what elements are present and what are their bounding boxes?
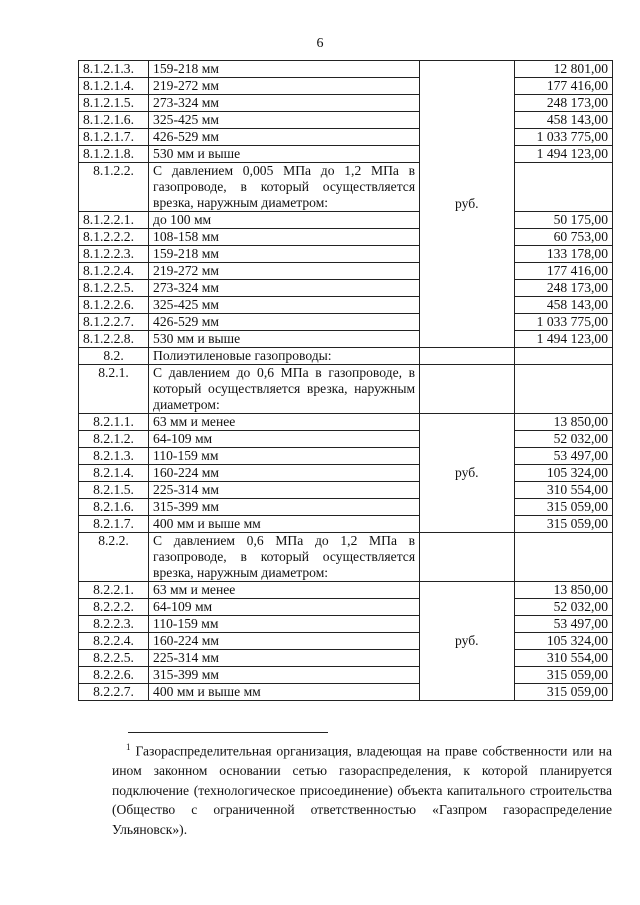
item-price-empty: [514, 365, 613, 414]
section-code: 8.2.1.: [79, 365, 149, 414]
table-row: [79, 499, 613, 516]
item-price: 60 753,00: [514, 229, 613, 246]
item-description: 400 мм и выше мм: [149, 516, 420, 533]
footnote-separator: [128, 732, 328, 733]
table-section-row: [79, 348, 613, 365]
section-description: С давлением до 0,6 МПа в газопроводе, в который осуществляется врезка, наружным диаметром:: [149, 365, 420, 414]
table-row: [79, 297, 613, 314]
unit-cell: руб.: [420, 582, 514, 701]
item-price: 248 173,00: [514, 280, 613, 297]
item-price: 458 143,00: [514, 297, 613, 314]
item-price: 53 497,00: [514, 616, 613, 633]
table-row: [79, 246, 613, 263]
item-price: 52 032,00: [514, 599, 613, 616]
item-code: 8.2.1.3.: [79, 448, 149, 465]
table-row: [79, 616, 613, 633]
unit-cell-empty: [420, 365, 514, 414]
item-description: 110-159 мм: [149, 448, 420, 465]
table-row: [79, 482, 613, 499]
item-description: 426-529 мм: [149, 129, 420, 146]
section-code: 8.1.2.2.: [79, 163, 149, 212]
item-description: 63 мм и менее: [149, 582, 420, 599]
unit-cell-empty: [420, 348, 514, 365]
item-price: 1 494 123,00: [514, 146, 613, 163]
item-price: 50 175,00: [514, 212, 613, 229]
table-row: [79, 667, 613, 684]
item-price: 1 494 123,00: [514, 331, 613, 348]
item-price: 53 497,00: [514, 448, 613, 465]
item-price: 13 850,00: [514, 582, 613, 599]
item-price: 1 033 775,00: [514, 129, 613, 146]
item-price: 315 059,00: [514, 499, 613, 516]
item-code: 8.1.2.2.3.: [79, 246, 149, 263]
table-row: [79, 61, 613, 78]
item-description: 426-529 мм: [149, 314, 420, 331]
item-code: 8.2.2.1.: [79, 582, 149, 599]
item-description: 219-272 мм: [149, 78, 420, 95]
table-row: [79, 78, 613, 95]
item-code: 8.2.1.4.: [79, 465, 149, 482]
item-description: до 100 мм: [149, 212, 420, 229]
unit-cell-empty: [420, 533, 514, 582]
item-code: 8.1.2.2.2.: [79, 229, 149, 246]
table-row: [79, 263, 613, 280]
item-price: 13 850,00: [514, 414, 613, 431]
item-price: 315 059,00: [514, 516, 613, 533]
table-row: [79, 280, 613, 297]
footnote: [112, 738, 612, 839]
item-price-empty: [514, 348, 613, 365]
item-description: 63 мм и менее: [149, 414, 420, 431]
item-price: 105 324,00: [514, 633, 613, 650]
item-description: 159-218 мм: [149, 246, 420, 263]
section-description: С давлением 0,005 МПа до 1,2 МПа в газопроводе, в который осуществляется врезка, наружным диаметром:: [149, 163, 420, 212]
item-code: 8.1.2.1.6.: [79, 112, 149, 129]
table-row: [79, 146, 613, 163]
item-price: 1 033 775,00: [514, 314, 613, 331]
table-row: [79, 212, 613, 229]
section-description: С давлением 0,6 МПа до 1,2 МПа в газопроводе, в который осуществляется врезка, наружным диаметром:: [149, 533, 420, 582]
item-price: 310 554,00: [514, 650, 613, 667]
item-price-empty: [514, 163, 613, 212]
item-price: 177 416,00: [514, 78, 613, 95]
item-code: 8.2.1.5.: [79, 482, 149, 499]
table-row: [79, 516, 613, 533]
item-description: 400 мм и выше мм: [149, 684, 420, 701]
table-row: [79, 414, 613, 431]
table-row: [79, 129, 613, 146]
table-row: [79, 582, 613, 599]
item-code: 8.1.2.2.5.: [79, 280, 149, 297]
item-price: 133 178,00: [514, 246, 613, 263]
table-section-row: [79, 163, 613, 212]
item-description: 273-324 мм: [149, 280, 420, 297]
item-description: 225-314 мм: [149, 650, 420, 667]
table-section-row: [79, 365, 613, 414]
table-row: [79, 650, 613, 667]
item-code: 8.2.2.3.: [79, 616, 149, 633]
table-row: [79, 95, 613, 112]
page-number: 6: [316, 36, 324, 51]
table-row: [79, 331, 613, 348]
item-code: 8.1.2.2.1.: [79, 212, 149, 229]
item-price: 177 416,00: [514, 263, 613, 280]
item-description: 315-399 мм: [149, 499, 420, 516]
table-row: [79, 599, 613, 616]
item-code: 8.1.2.1.5.: [79, 95, 149, 112]
table-row: [79, 431, 613, 448]
item-description: 530 мм и выше: [149, 146, 420, 163]
item-code: 8.2.2.5.: [79, 650, 149, 667]
item-description: 315-399 мм: [149, 667, 420, 684]
table-row: [79, 465, 613, 482]
item-code: 8.2.2.2.: [79, 599, 149, 616]
table-row: [79, 448, 613, 465]
item-price: 315 059,00: [514, 684, 613, 701]
item-code: 8.1.2.1.4.: [79, 78, 149, 95]
item-code: 8.1.2.1.7.: [79, 129, 149, 146]
unit-cell: руб.: [420, 61, 514, 348]
item-description: 108-158 мм: [149, 229, 420, 246]
item-price: 52 032,00: [514, 431, 613, 448]
item-price: 12 801,00: [514, 61, 613, 78]
item-code: 8.2.1.6.: [79, 499, 149, 516]
item-price: 315 059,00: [514, 667, 613, 684]
item-price-empty: [514, 533, 613, 582]
item-code: 8.2.1.7.: [79, 516, 149, 533]
item-description: 110-159 мм: [149, 616, 420, 633]
unit-cell: руб.: [420, 414, 514, 533]
item-code: 8.1.2.1.3.: [79, 61, 149, 78]
item-price: 310 554,00: [514, 482, 613, 499]
table-row: [79, 633, 613, 650]
item-code: 8.2.2.4.: [79, 633, 149, 650]
item-description: 273-324 мм: [149, 95, 420, 112]
item-code: 8.1.2.2.4.: [79, 263, 149, 280]
item-code: 8.2.2.6.: [79, 667, 149, 684]
footnote-text: Газораспределительная организация, владеющая на праве собственности или на ином законном основании сетью газораспределения, к которой планируется подключение (технологическое присоединение) объекта капитального строительства (Общество с ограниченной ответственностью «Газпром газораспределение Ульяновск»).: [112, 743, 612, 837]
item-code: 8.1.2.2.7.: [79, 314, 149, 331]
item-description: 219-272 мм: [149, 263, 420, 280]
item-description: 64-109 мм: [149, 431, 420, 448]
table-row: [79, 314, 613, 331]
section-code: 8.2.: [79, 348, 149, 365]
section-code: 8.2.2.: [79, 533, 149, 582]
item-description: 325-425 мм: [149, 112, 420, 129]
item-code: 8.1.2.2.6.: [79, 297, 149, 314]
item-price: 248 173,00: [514, 95, 613, 112]
item-description: 159-218 мм: [149, 61, 420, 78]
table-section-row: [79, 533, 613, 582]
item-price: 105 324,00: [514, 465, 613, 482]
item-code: 8.1.2.2.8.: [79, 331, 149, 348]
item-description: 64-109 мм: [149, 599, 420, 616]
section-description: Полиэтиленовые газопроводы:: [149, 348, 420, 365]
item-description: 160-224 мм: [149, 465, 420, 482]
item-code: 8.1.2.1.8.: [79, 146, 149, 163]
tariff-table: [78, 60, 613, 701]
item-description: 530 мм и выше: [149, 331, 420, 348]
item-price: 458 143,00: [514, 112, 613, 129]
item-code: 8.2.1.1.: [79, 414, 149, 431]
table-row: [79, 684, 613, 701]
table-row: [79, 229, 613, 246]
item-code: 8.2.1.2.: [79, 431, 149, 448]
footnote-marker: 1: [126, 742, 131, 752]
item-description: 325-425 мм: [149, 297, 420, 314]
item-description: 160-224 мм: [149, 633, 420, 650]
item-description: 225-314 мм: [149, 482, 420, 499]
item-code: 8.2.2.7.: [79, 684, 149, 701]
table-row: [79, 112, 613, 129]
